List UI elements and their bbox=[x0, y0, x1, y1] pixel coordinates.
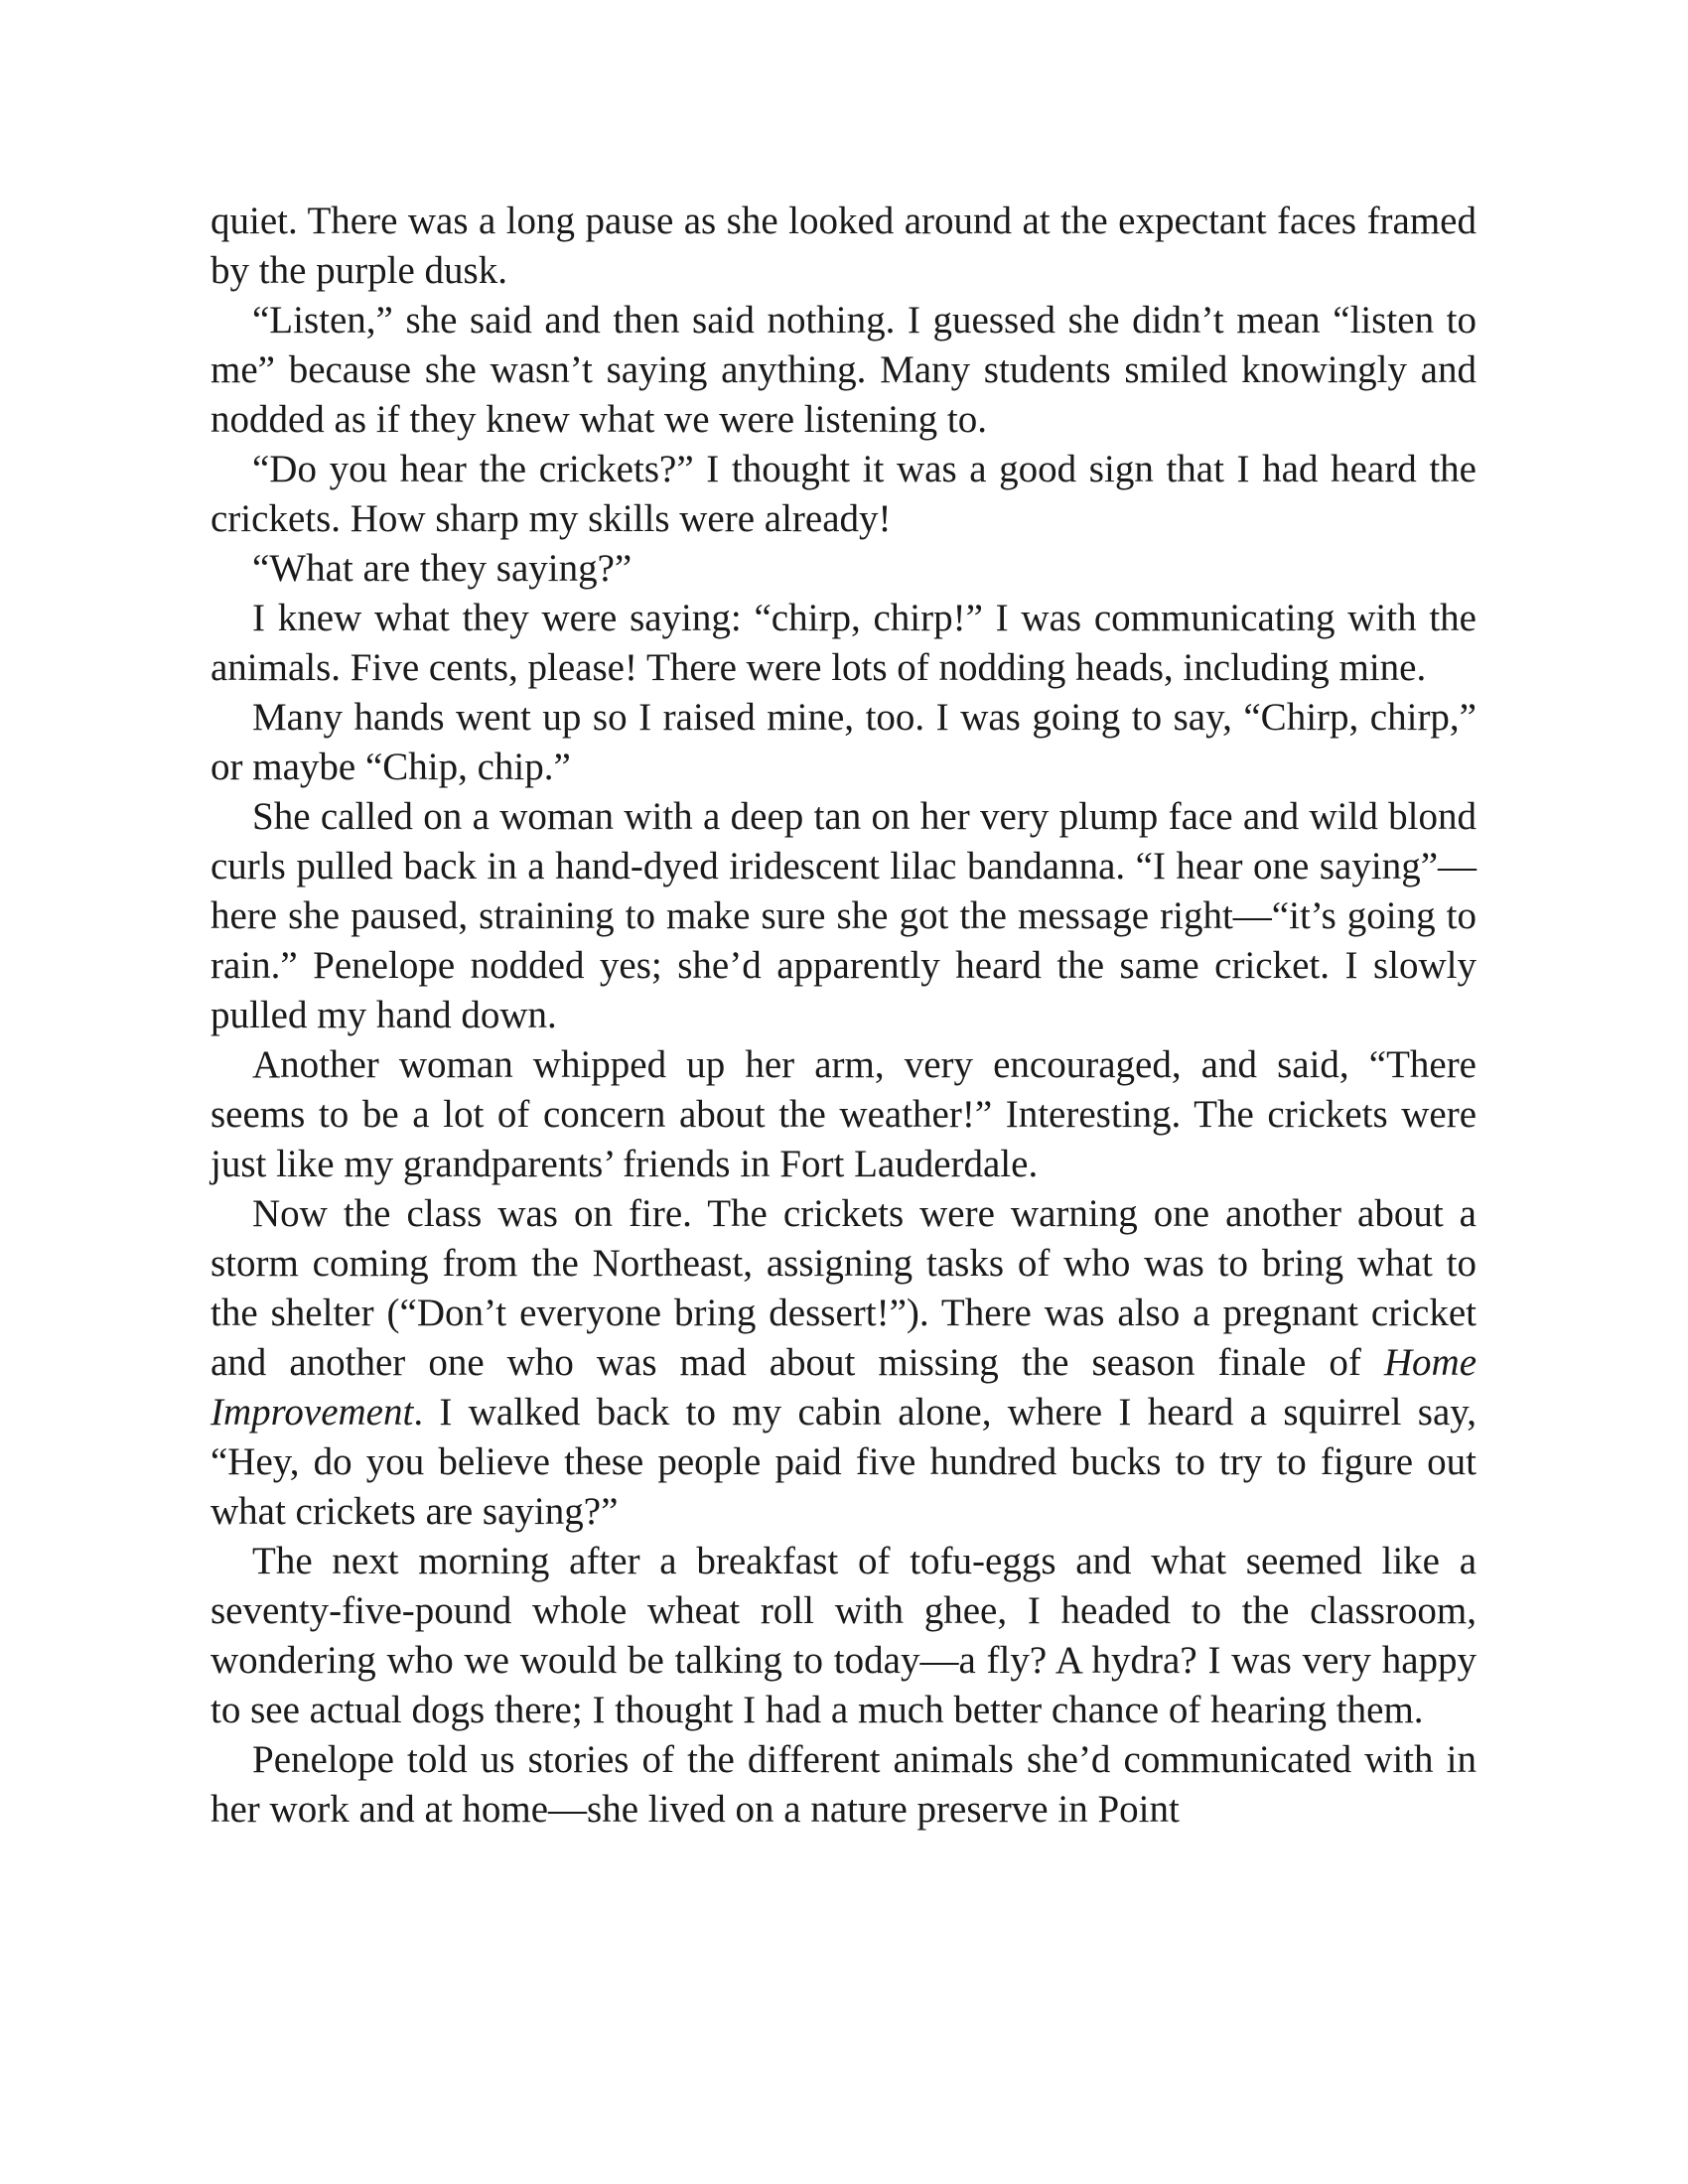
page-body bbox=[211, 197, 1477, 1835]
paragraph-text: . I walked back to my cabin alone, where I heard a squirrel say, “Hey, do you believe these people paid five hundred bucks to try to figure out what crickets are saying?” bbox=[211, 1391, 1477, 1533]
paragraph: quiet. There was a long pause as she looked around at the expectant faces framed by the purple dusk. bbox=[211, 200, 1477, 292]
paragraph: The next morning after a breakfast of tofu-eggs and what seemed like a seventy-five-pound whole wheat roll with ghee, I headed to the classroom, wondering who we would be talking to today—a fly? A hydra? I was very happy to see actual dogs there; I thought I had a much better chance of hearing them. bbox=[211, 1540, 1477, 1731]
paragraph: She called on a woman with a deep tan on her very plump face and wild blond curls pulled back in a hand-dyed iridescent lilac bandanna. “I hear one saying”—here she paused, straining to make sure she got the message right—“it’s going to rain.” Penelope nodded yes; she’d apparently heard the same cricket. I slowly pulled my hand down. bbox=[211, 795, 1477, 1036]
paragraph: Another woman whipped up her arm, very encouraged, and said, “There seems to be a lot of concern about the weather!” Interesting. The crickets were just like my grandparents’ friends in Fort Lauderdale. bbox=[211, 1043, 1477, 1185]
paragraph bbox=[211, 1189, 1477, 1537]
show-title: Home Improvement bbox=[211, 1341, 1477, 1433]
paragraph: I knew what they were saying: “chirp, chirp!” I was communicating with the animals. Five cents, please! There were lots of nodding heads, including mine. bbox=[211, 597, 1477, 689]
paragraph: “Listen,” she said and then said nothing. I guessed she didn’t mean “listen to me” because she wasn’t saying anything. Many students smiled knowingly and nodded as if they knew what we were listening to. bbox=[211, 299, 1477, 441]
paragraph: Many hands went up so I raised mine, too. I was going to say, “Chirp, chirp,” or maybe “Chip, chip.” bbox=[211, 696, 1477, 788]
paragraph: “What are they saying?” bbox=[252, 547, 633, 590]
paragraph: “Do you hear the crickets?” I thought it was a good sign that I had heard the crickets. How sharp my skills were already! bbox=[211, 448, 1477, 540]
paragraph-text: Now the class was on fire. The crickets were warning one another about a storm coming from the Northeast, assigning tasks of who was to bring what to the shelter (“Don’t everyone bring dessert!”). There was also a pregnant cricket and another one who was mad about missing the season finale of bbox=[211, 1192, 1477, 1384]
paragraph: Penelope told us stories of the different animals she’d communicated with in her work and at home—she lived on a nature preserve in Point bbox=[211, 1738, 1477, 1831]
